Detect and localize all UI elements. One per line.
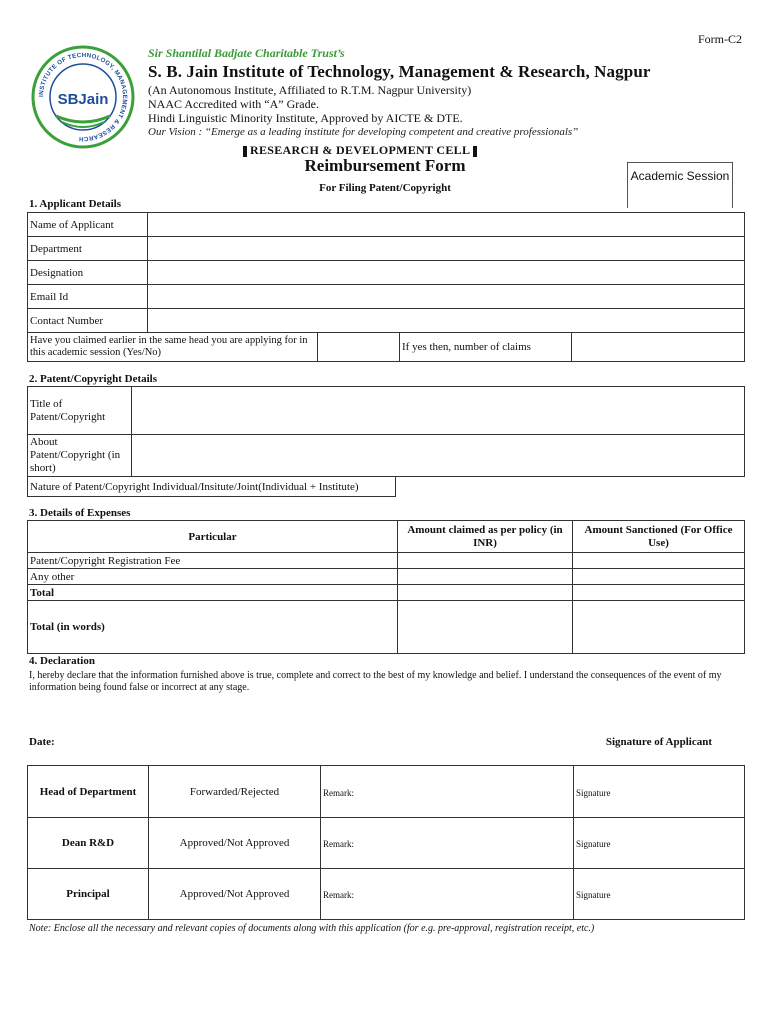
form-subtitle: For Filing Patent/Copyright bbox=[319, 182, 451, 194]
signature-principal[interactable]: Signature bbox=[574, 869, 745, 920]
approval-role-principal: Principal bbox=[28, 869, 149, 920]
col-amount-sanctioned: Amount Sanctioned (For Office Use) bbox=[573, 521, 745, 553]
patent-details-table bbox=[27, 386, 745, 497]
label-name-of-applicant: Name of Applicant bbox=[28, 213, 148, 237]
academic-session-label: Academic Session bbox=[630, 169, 730, 183]
form-title: Reimbursement Form bbox=[304, 156, 466, 175]
section-declaration-heading: 4. Declaration bbox=[29, 655, 95, 667]
col-particular: Particular bbox=[28, 521, 398, 553]
label-designation: Designation bbox=[28, 261, 148, 285]
number-of-claims-field[interactable] bbox=[572, 333, 745, 362]
total-words-claimed-field[interactable] bbox=[398, 601, 573, 654]
department-field[interactable] bbox=[148, 237, 745, 261]
any-other-claimed-field[interactable] bbox=[398, 569, 573, 585]
institute-logo bbox=[30, 44, 136, 150]
patent-title-field[interactable] bbox=[132, 387, 745, 435]
logo-ring-text: INSTITUTE OF TECHNOLOGY, MANAGEMENT & RESEARCH bbox=[37, 51, 129, 143]
applicant-name-field[interactable] bbox=[148, 213, 745, 237]
col-amount-claimed: Amount claimed as per policy (in INR) bbox=[398, 521, 573, 553]
patent-about-field[interactable] bbox=[132, 435, 745, 477]
signature-dean[interactable]: Signature bbox=[574, 818, 745, 869]
label-about-patent: About Patent/Copyright (in short) bbox=[28, 435, 132, 477]
section-applicant-heading: 1. Applicant Details bbox=[29, 198, 121, 210]
section-expenses-heading: 3. Details of Expenses bbox=[29, 507, 131, 519]
form-code: Form-C2 bbox=[697, 32, 742, 46]
approvals-table bbox=[27, 765, 745, 920]
label-email: Email Id bbox=[28, 285, 148, 309]
row-any-other: Any other bbox=[28, 569, 398, 585]
designation-field[interactable] bbox=[148, 261, 745, 285]
remark-dean[interactable]: Remark: bbox=[321, 818, 574, 869]
remark-hod[interactable]: Remark: bbox=[321, 766, 574, 818]
rd-cell-label: RESEARCH & DEVELOPMENT CELL bbox=[250, 143, 471, 157]
approval-status-hod[interactable]: Forwarded/Rejected bbox=[149, 766, 321, 818]
label-claimed-earlier: Have you claimed earlier in the same head you are applying for in this academic session (Yes/No) bbox=[28, 333, 318, 362]
total-words-sanctioned-field[interactable] bbox=[573, 601, 745, 654]
trust-name: Sir Shantilal Badjate Charitable Trust’s bbox=[148, 46, 345, 60]
institute-name: S. B. Jain Institute of Technology, Management & Research, Nagpur bbox=[148, 62, 651, 81]
date-label: Date: bbox=[29, 736, 55, 748]
label-department: Department bbox=[28, 237, 148, 261]
contact-number-field[interactable] bbox=[148, 309, 745, 333]
label-nature-of-patent: Nature of Patent/Copyright Individual/Insitute/Joint(Individual + Institute) bbox=[28, 477, 396, 497]
applicant-signature-label: Signature of Applicant bbox=[605, 736, 712, 748]
nature-of-patent-field[interactable] bbox=[396, 477, 745, 497]
academic-session-box[interactable] bbox=[627, 162, 733, 208]
logo-text: SBJain bbox=[57, 91, 109, 108]
signature-hod[interactable]: Signature bbox=[574, 766, 745, 818]
claimed-earlier-field[interactable] bbox=[318, 333, 400, 362]
registration-fee-sanctioned-field[interactable] bbox=[573, 553, 745, 569]
affiliation-line: (An Autonomous Institute, Affiliated to R.T.M. Nagpur University) bbox=[148, 83, 472, 97]
approval-role-hod: Head of Department bbox=[28, 766, 149, 818]
vision-statement: Our Vision : “Emerge as a leading institute for developing competent and creative professionals” bbox=[148, 126, 579, 138]
enclosure-note: Note: Enclose all the necessary and relevant copies of documents along with this application (for e.g. pre-approval, registration receipt, etc.) bbox=[29, 923, 595, 934]
approval-role-dean: Dean R&D bbox=[28, 818, 149, 869]
total-claimed-field[interactable] bbox=[398, 585, 573, 601]
remark-principal[interactable]: Remark: bbox=[321, 869, 574, 920]
row-registration-fee: Patent/Copyright Registration Fee bbox=[28, 553, 398, 569]
approval-status-principal[interactable]: Approved/Not Approved bbox=[149, 869, 321, 920]
total-sanctioned-field[interactable] bbox=[573, 585, 745, 601]
registration-fee-claimed-field[interactable] bbox=[398, 553, 573, 569]
declaration-text: I, hereby declare that the information furnished above is true, complete and correct to the best of my knowledge and belief. I understand the consequences of the event of my information being found false or incorrect at any stage. bbox=[29, 670, 722, 693]
approval-status-dean[interactable]: Approved/Not Approved bbox=[149, 818, 321, 869]
row-total-in-words: Total (in words) bbox=[28, 601, 398, 654]
expenses-table bbox=[27, 520, 745, 654]
any-other-sanctioned-field[interactable] bbox=[573, 569, 745, 585]
naac-line: NAAC Accredited with “A” Grade. bbox=[148, 97, 319, 111]
label-number-of-claims: If yes then, number of claims bbox=[400, 333, 572, 362]
label-title-of-patent: Title of Patent/Copyright bbox=[28, 387, 132, 435]
section-patent-heading: 2. Patent/Copyright Details bbox=[29, 373, 158, 385]
approval-line: Hindi Linguistic Minority Institute, Approved by AICTE & DTE. bbox=[148, 111, 463, 125]
email-field[interactable] bbox=[148, 285, 745, 309]
label-contact-number: Contact Number bbox=[28, 309, 148, 333]
row-total: Total bbox=[28, 585, 398, 601]
applicant-details-table bbox=[27, 212, 745, 362]
